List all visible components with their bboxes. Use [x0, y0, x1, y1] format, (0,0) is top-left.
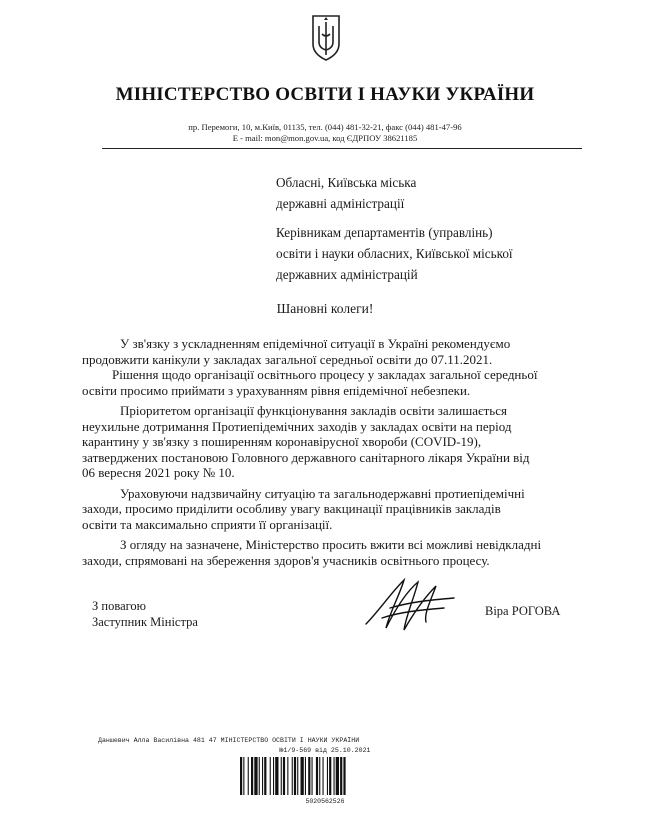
barcode-bar	[251, 757, 253, 795]
recipient-line: освіти і науки обласних, Київської міської	[276, 246, 513, 261]
barcode-bar	[259, 757, 260, 795]
text-line: продовжити канікули у закладах загальної середньої освіти до 07.11.2021.	[82, 351, 493, 367]
barcode-bar	[281, 757, 282, 795]
barcode-bar	[305, 757, 306, 795]
text-line: 06 вересня 2021 року № 10.	[82, 465, 235, 480]
text-line: неухильне дотримання Протиепідемічних заходів у закладах освіти на період	[82, 418, 512, 434]
barcode-bar	[254, 757, 257, 795]
barcode-number: 5020562526	[305, 798, 345, 805]
barcode-bar	[329, 757, 331, 795]
text-line: У зв'язку з ускладненням епідемічної ситуації в Україні рекомендуємо	[120, 336, 511, 351]
barcode-bar	[294, 757, 296, 795]
barcode	[238, 757, 388, 795]
text-line: З огляду на зазначене, Міністерство просить вжити всі можливі невідкладні	[120, 537, 542, 552]
text-line: Пріоритетом організації функціонування закладів освіти залишається	[120, 403, 507, 418]
recipient-block-departments	[276, 222, 513, 285]
recipient-line: державних адміністрацій	[276, 267, 418, 282]
text-line: заходи, просимо приділити особливу увагу вакцинації працівників закладів	[82, 501, 501, 516]
barcode-bar	[287, 757, 288, 795]
text-line: затверджених постановою Головного державного санітарного лікаря України від	[82, 449, 530, 465]
barcode-bar	[275, 757, 278, 795]
signature-closing	[92, 598, 198, 630]
letter-body	[82, 336, 572, 573]
barcode-bar	[283, 757, 285, 795]
barcode-bar	[297, 757, 298, 795]
paragraph-priority	[82, 403, 572, 481]
barcode-bar	[243, 757, 244, 795]
closing-phrase: З повагою	[92, 599, 147, 613]
barcode-bar	[264, 757, 266, 795]
barcode-bar	[270, 757, 271, 795]
registration-number: №1/9-569 від 25.10.2021	[279, 747, 371, 754]
barcode-bar	[319, 757, 320, 795]
text-line: карантину у зв'язку з поширенням коронавірусної хвороби (COVID-19),	[82, 434, 482, 449]
registration-line: Даншевич Алла Василівна 481 47 МІНІСТЕРСТВО ОСВІТИ І НАУКИ УКРАЇНИ	[98, 737, 360, 744]
signer-name: Віра РОГОВА	[485, 604, 561, 618]
barcode-bar	[312, 757, 313, 795]
barcode-bar	[334, 757, 335, 795]
paragraph-vaccination	[82, 486, 572, 533]
text-line: освіти та максимально сприяти її організації.	[82, 516, 333, 532]
barcode-bar	[262, 757, 263, 795]
handwritten-signature	[360, 572, 460, 634]
ministry-address: пр. Перемоги, 10, м.Київ, 01135, тел. (044) 481-32-21, факс (044) 481-47-96	[188, 122, 462, 132]
text-line: заходи, спрямовані на збереження здоров'я учасників освітнього процесу.	[82, 552, 490, 568]
barcode-bar	[340, 757, 342, 795]
recipient-line: державні адміністрації	[276, 196, 405, 211]
barcode-bar	[273, 757, 274, 795]
barcode-bar	[343, 757, 345, 795]
ministry-contacts: E - mail: mon@mon.gov.ua, код ЄДРПОУ 38621185	[232, 133, 418, 143]
header-divider	[102, 148, 582, 149]
ministry-name: МІНІСТЕРСТВО ОСВІТИ І НАУКИ УКРАЇНИ	[115, 84, 535, 105]
barcode-bar	[336, 757, 339, 795]
signer-position: Заступник Міністра	[92, 615, 198, 629]
text-line: освіти просимо приймати з урахуванням рівня епідемічної небезпеки.	[82, 382, 471, 398]
barcode-bar	[327, 757, 328, 795]
barcode-bar	[292, 757, 293, 795]
trident-coat-of-arms-icon	[311, 14, 341, 62]
recipient-line: Керівникам департаментів (управлінь)	[276, 225, 493, 240]
barcode-bar	[323, 757, 324, 795]
paragraph-measures	[82, 537, 572, 568]
text-line: Ураховуючи надзвичайну ситуацію та загальнодержавні протиепідемічні	[120, 485, 525, 501]
greeting: Шановні колеги!	[276, 301, 374, 316]
paragraph-vacation	[82, 336, 572, 398]
barcode-bar	[248, 757, 249, 795]
recipient-line: Обласні, Київська міська	[276, 175, 417, 190]
barcode-bar	[301, 757, 304, 795]
barcode-bar	[316, 757, 318, 795]
text-line: Рішення щодо організації освітнього процесу у закладах загальної середньої	[112, 367, 538, 382]
recipient-block-administrations	[276, 172, 416, 214]
barcode-bar	[240, 757, 242, 795]
barcode-bar	[308, 757, 310, 795]
